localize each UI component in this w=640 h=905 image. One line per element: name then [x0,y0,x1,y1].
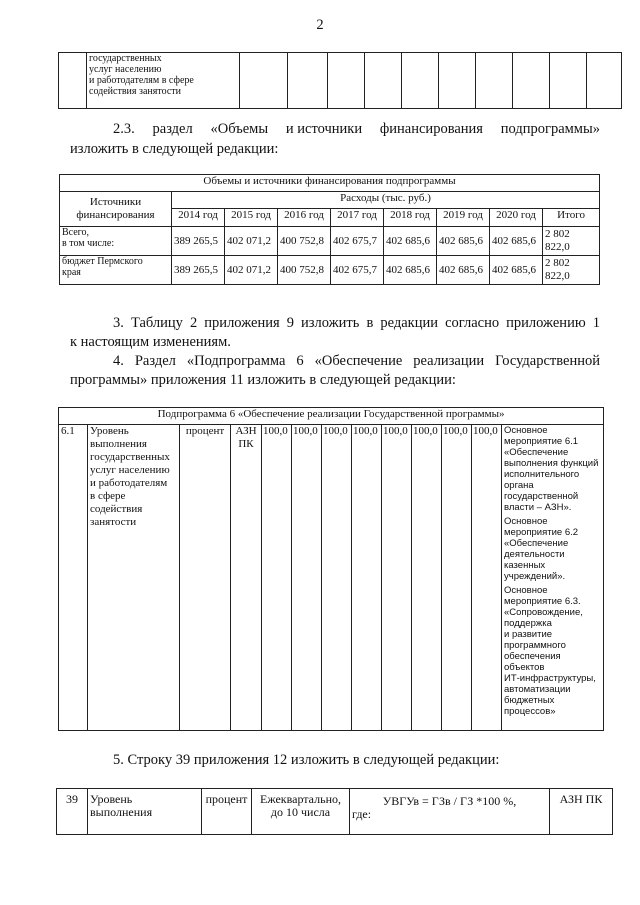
para-4-line1: 4. Раздел «Подпрограмма 6 «Обеспечение реализации Государственной [113,353,600,369]
text-line: Основное [504,585,548,596]
year-header: 2020 год [490,209,543,227]
value-cell: 402 685,6 [490,227,543,256]
text-line: услуг населению [90,464,170,476]
para-num: 2.3. [113,121,135,137]
text-line: процессов» [504,706,556,717]
measures-cell [502,425,604,731]
text-line: власти – АЗН». [504,502,572,513]
text-line: и работодателям в сфере [89,75,194,86]
word: раздел [152,121,193,137]
value-cell: 400 752,8 [278,256,331,285]
measure-block [504,516,601,582]
value-cell: 389 265,5 [172,256,225,285]
para-2-3-line1 [113,120,600,139]
value-cell: 402 685,6 [384,227,437,256]
text-line: мероприятие 6.2 [504,527,579,538]
value-cell: 402 685,6 [384,256,437,285]
text-line: поддержка [504,618,552,629]
text-line: содействия занятости [89,86,181,97]
header-line: финансирования [76,209,155,221]
value-cell: 402 675,7 [331,256,384,285]
text-line: программного [504,640,566,651]
text-line: мероприятие 6.3. [504,596,581,607]
value-cell: 100,0 [472,425,502,731]
word: финансирования [379,121,483,137]
text-line: мероприятие 6.1 [504,436,579,447]
table-row [57,789,613,835]
indicator-cell [88,789,202,835]
text-line: содействия [90,503,143,515]
text-line: «Сопровождение, [504,607,583,618]
text-line: в сфере [90,490,126,502]
text-line: выполнения функций [504,458,599,469]
value-cell: 402 685,6 [490,256,543,285]
text-line: ИТ-инфраструктуры, [504,673,596,684]
value-cell: 402 071,2 [225,256,278,285]
expenses-header: Расходы (тыс. руб.) [172,192,600,209]
text-line: исполнительного [504,469,580,480]
year-header: Итого [543,209,600,227]
row-number: 6.1 [59,425,88,731]
indicator-cell [88,425,180,731]
where-label: где: [352,807,372,821]
financing-caption: Объемы и источники финансирования подпрограммы [60,175,600,192]
para-3-line1: 3. Таблицу 2 приложения 9 изложить в редакции согласно приложению 1 [113,315,600,331]
label-line: края [62,267,81,278]
unit-cell: процент [202,789,252,835]
para-4-line2: программы» приложения 11 изложить в следующей редакции: [70,372,456,388]
value-cell: 100,0 [412,425,442,731]
text-line: обеспечения объектов [504,651,561,673]
formula: УВГУв = ГЗв / ГЗ *100 %, [382,794,517,808]
value-cell: 402 675,7 [331,227,384,256]
text-line: выполнения [90,438,147,450]
text-line: государственных [89,53,162,64]
text-line: Уровень [90,425,129,437]
para-3-line2: к настоящим изменениям. [70,334,231,350]
measure-block [504,585,601,717]
text-line: «Обеспечение [504,447,569,458]
value-cell: 400 752,8 [278,227,331,256]
table-row [59,425,604,731]
text-line: органа [504,480,534,491]
value-cell: 402 685,6 [437,256,490,285]
text-line: занятости [90,516,137,528]
year-header: 2018 год [384,209,437,227]
value-cell: 100,0 [382,425,412,731]
value-cell: 402 685,6 [437,227,490,256]
subprogram-table [58,407,604,731]
value-cell: 100,0 [352,425,382,731]
label-line: Всего, [62,227,90,238]
label-line: в том числе: [62,238,115,249]
text-line: Основное [504,425,548,436]
label-line: бюджет Пермского [62,256,143,267]
text-line: и развитие [504,629,553,640]
text-line: выполнения [90,805,153,819]
text-line: и работодателям [90,477,168,489]
table-row [60,256,600,285]
para-2-3-line2: изложить в следующей редакции: [70,141,279,157]
text-line: «Обеспечение [504,538,569,549]
financing-table [59,174,600,285]
word: «Объемы [210,121,269,137]
source-header [60,192,172,227]
row-number: 39 [57,789,88,835]
formula-cell [350,789,550,835]
value-cell: 2 802 822,0 [543,256,600,285]
year-header: 2016 год [278,209,331,227]
header-line: Источники [89,196,142,208]
period-cell [252,789,350,835]
text-line: автоматизации [504,684,571,695]
word: подпрограммы» [500,121,600,137]
value-cell: 100,0 [262,425,292,731]
value-cell: 100,0 [442,425,472,731]
value-cell: 389 265,5 [172,227,225,256]
text-line: Основное [504,516,548,527]
text-line: услуг населению [89,64,162,75]
row-label [60,256,172,285]
org-cell [231,425,262,731]
row-39-table [56,788,613,835]
table-row [60,227,600,256]
text-line: бюджетных [504,695,555,706]
subprogram-caption: Подпрограмма 6 «Обеспечение реализации Государственной программы» [59,408,604,425]
unit-cell: процент [180,425,231,731]
value-cell: 100,0 [292,425,322,731]
year-header: 2019 год [437,209,490,227]
para-5-line1: 5. Строку 39 приложения 12 изложить в следующей редакции: [113,752,500,768]
text-line: учреждений». [504,571,566,582]
text-line: Уровень [90,792,133,806]
indicator-text-cell [87,53,240,109]
row-label [60,227,172,256]
text-line: государственной [504,491,579,502]
value-cell: 402 071,2 [225,227,278,256]
text-line: казенных [504,560,546,571]
value-cell: 2 802 822,0 [543,227,600,256]
text-line: Ежеквартально, [260,792,341,806]
empty-cell [59,53,87,109]
text-line: до 10 числа [270,805,331,819]
word: и источники [285,121,363,137]
page-number: 2 [316,17,324,33]
text-line: государственных [90,451,170,463]
text-line: ПК [238,438,254,450]
year-header: 2015 год [225,209,278,227]
text-line: АЗН [235,425,257,437]
top-table-fragment [58,52,622,109]
value-cell: 100,0 [322,425,352,731]
year-header: 2017 год [331,209,384,227]
measure-block [504,425,601,513]
year-header: 2014 год [172,209,225,227]
text-line: деятельности [504,549,565,560]
org-cell: АЗН ПК [550,789,613,835]
